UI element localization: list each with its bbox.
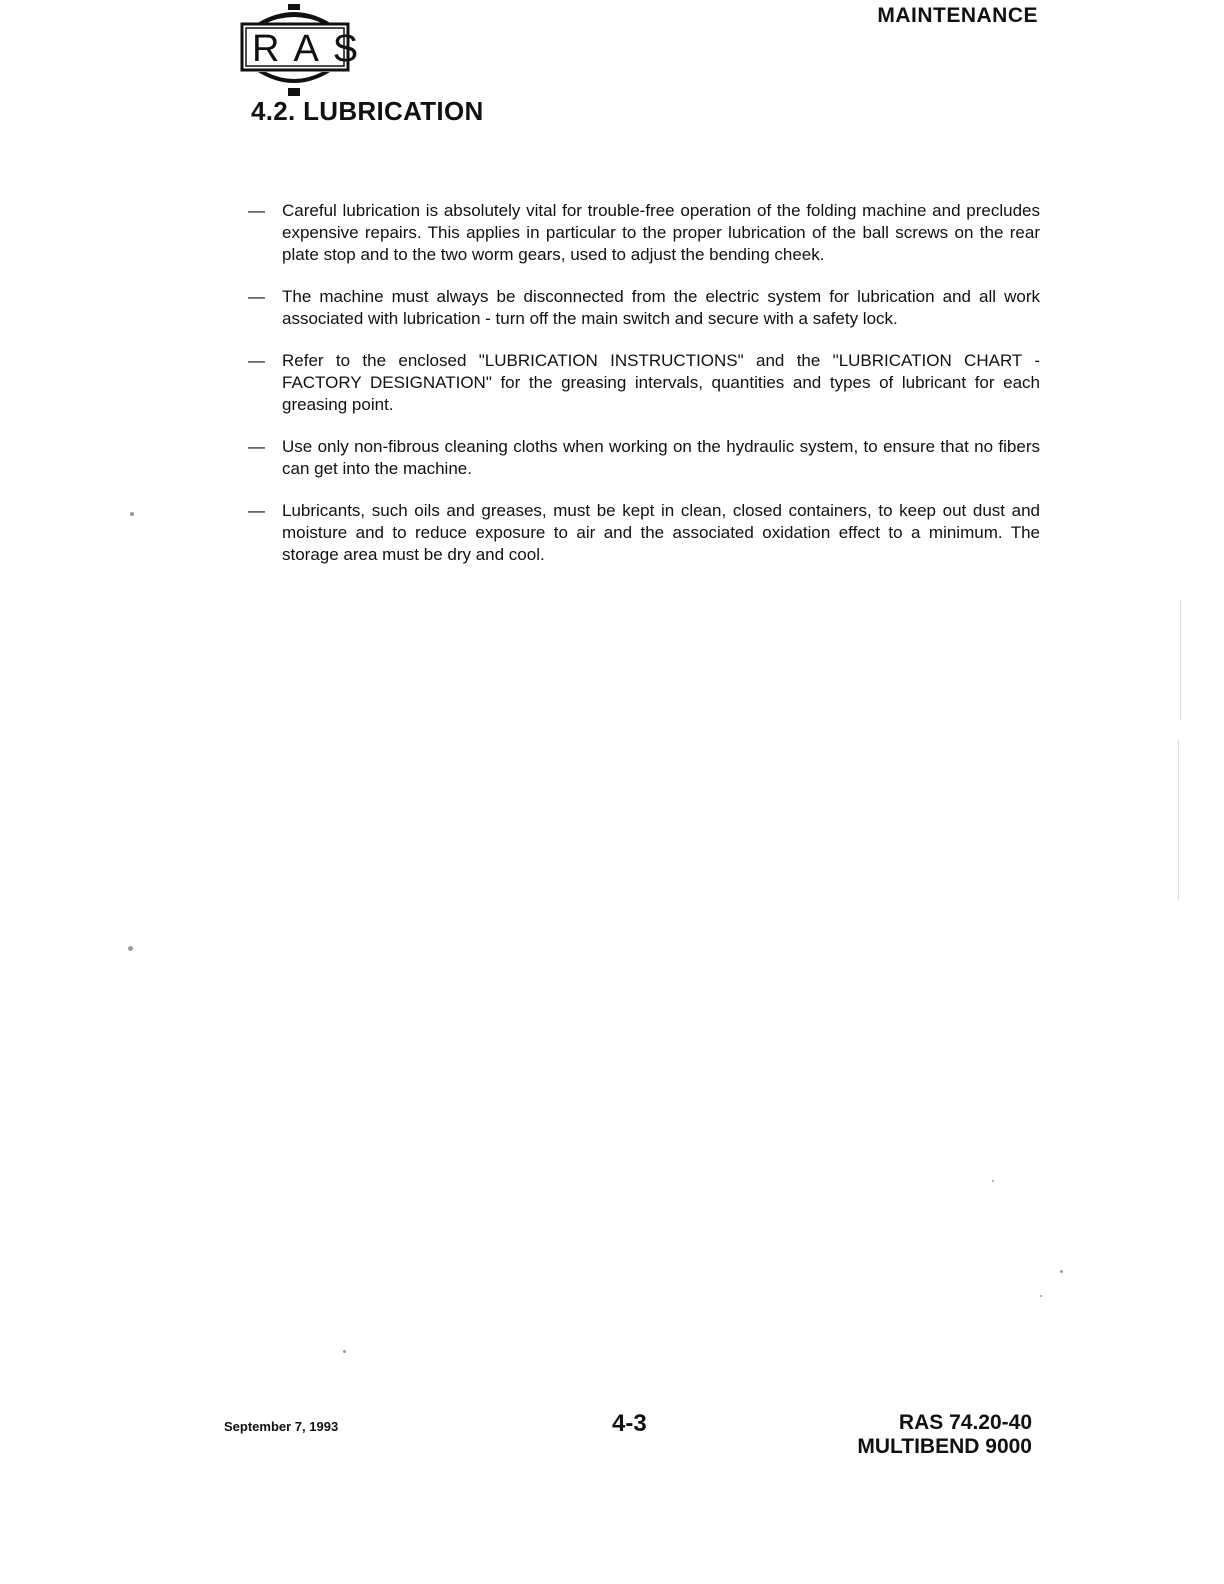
scan-speck bbox=[343, 1350, 346, 1353]
ras-logo bbox=[238, 4, 373, 102]
list-item bbox=[248, 350, 1040, 416]
running-header: MAINTENANCE bbox=[877, 4, 1038, 27]
section-title: 4.2. LUBRICATION bbox=[251, 96, 484, 126]
scan-speck bbox=[992, 1180, 994, 1182]
bullet-text: Use only non-fibrous cleaning cloths when working on the hydraulic system, to ensure that no fibers can get into the machine. bbox=[282, 437, 1040, 478]
footer-page-number: 4-3 bbox=[612, 1410, 647, 1437]
dash-bullet: — bbox=[248, 287, 265, 306]
bullet-text: Refer to the enclosed "LUBRICATION INSTRUCTIONS" and the "LUBRICATION CHART - FACTORY DESIGNATION" for the greasing intervals, quantities and types of lubricant for each greasing point. bbox=[282, 351, 1040, 414]
footer-doc-id: RAS 74.20-40 bbox=[898, 1411, 1032, 1434]
footer-document-id bbox=[857, 1411, 1032, 1459]
scan-speck bbox=[130, 512, 134, 516]
scan-speck bbox=[1060, 1270, 1063, 1273]
scan-edge-line bbox=[1180, 600, 1181, 720]
list-item bbox=[248, 286, 1040, 330]
dash-bullet: — bbox=[248, 501, 265, 520]
bullet-text: The machine must always be disconnected from the electric system for lubrication and all work associated with lubrication - turn off the main switch and secure with a safety lock. bbox=[282, 287, 1040, 328]
list-item bbox=[248, 500, 1040, 566]
footer-date: September 7, 1993 bbox=[224, 1419, 339, 1434]
scan-edge-line bbox=[1178, 740, 1179, 900]
list-item bbox=[248, 436, 1040, 480]
logo-text: RAS bbox=[252, 28, 373, 70]
list-item bbox=[248, 200, 1040, 266]
bullet-text: Careful lubrication is absolutely vital for trouble-free operation of the folding machine and precludes expensive repairs. This applies in particular to the proper lubrication of the ball screws on the rear plate stop and to the two worm gears, used to adjust the bending cheek. bbox=[282, 201, 1040, 264]
dash-bullet: — bbox=[248, 201, 265, 220]
bullet-text: Lubricants, such oils and greases, must be kept in clean, closed containers, to keep out dust and moisture and to reduce exposure to air and the associated oxidation effect to a minimum. The storage area must be dry and cool. bbox=[282, 501, 1040, 564]
dash-bullet: — bbox=[248, 437, 265, 456]
dash-bullet: — bbox=[248, 351, 265, 370]
lubrication-bullet-list bbox=[248, 200, 1040, 586]
scan-speck bbox=[128, 946, 133, 951]
footer-model: MULTIBEND 9000 bbox=[857, 1435, 1032, 1458]
scan-speck bbox=[1040, 1295, 1042, 1297]
